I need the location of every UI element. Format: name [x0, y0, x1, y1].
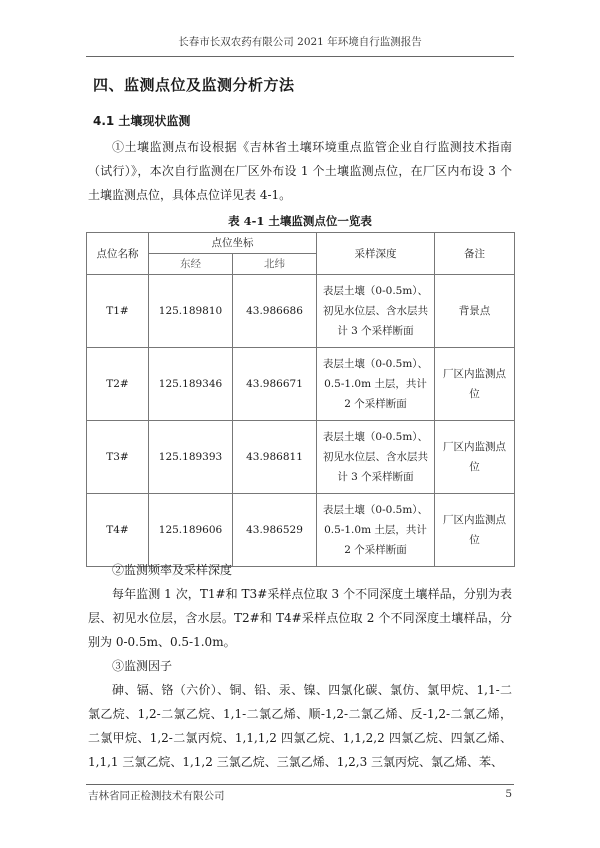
subsection-title: 4.1 土壤现状监测	[93, 114, 191, 128]
cell-longitude: 125.189606	[149, 494, 233, 567]
header-latitude: 北纬	[233, 254, 317, 275]
cell-point-name: T3#	[87, 421, 149, 494]
header-coordinates: 点位坐标	[149, 233, 317, 254]
section-title: 四、监测点位及监测分析方法	[93, 76, 295, 94]
cell-latitude: 43.986686	[233, 275, 317, 348]
header-longitude: 东经	[149, 254, 233, 275]
cell-longitude: 125.189346	[149, 348, 233, 421]
cell-depth: 表层土壤（0-0.5m）、初见水位层、含水层共计 3 个采样断面	[317, 421, 435, 494]
cell-note: 厂区内监测点位	[435, 421, 515, 494]
paragraph-frequency: 每年监测 1 次，T1#和 T3#采样点位取 3 个不同深度土壤样品，分别为表层、初见水位层，含水层。T2#和 T4#采样点位取 2 个不同深度土壤样品，分别为 0-0.5m、0.5-1.0m。	[88, 587, 512, 649]
cell-latitude: 43.986811	[233, 421, 317, 494]
table-row	[87, 275, 515, 348]
cell-note: 背景点	[435, 275, 515, 348]
paragraph-frequency-heading: ②监测频率及采样深度	[112, 563, 233, 577]
header-note: 备注	[435, 233, 515, 275]
cell-point-name: T2#	[87, 348, 149, 421]
cell-depth: 表层土壤（0-0.5m）、0.5-1.0m 土层，共计 2 个采样断面	[317, 348, 435, 421]
table-row	[87, 494, 515, 567]
cell-latitude: 43.986529	[233, 494, 317, 567]
header-point-name: 点位名称	[87, 233, 149, 275]
cell-note: 厂区内监测点位	[435, 348, 515, 421]
paragraph-layout: ①土壤监测点布设根据《吉林省土壤环境重点监管企业自行监测技术指南（试行）》，本次自行监测在厂区外布设 1 个土壤监测点位，在厂区内布设 3 个土壤监测点位，具体点位详见表 4-1。	[88, 140, 512, 202]
cell-longitude: 125.189393	[149, 421, 233, 494]
table-row	[87, 421, 515, 494]
header-sampling-depth: 采样深度	[317, 233, 435, 275]
cell-latitude: 43.986671	[233, 348, 317, 421]
footer-company: 吉林省同正检测技术有限公司	[88, 790, 225, 802]
monitoring-points-table	[86, 232, 515, 567]
table-row	[87, 348, 515, 421]
table-caption: 表 4-1 土壤监测点位一览表	[228, 214, 372, 228]
paragraph-factors: 砷、镉、铬（六价）、铜、铅、汞、镍、四氯化碳、氯仿、氯甲烷、1,1-二氯乙烷、1,2-二氯乙烷、1,1-二氯乙烯、顺-1,2-二氯乙烯、反-1,2-二氯乙烯，二氯甲烷、1,2-二氯丙烷、1,1,1,2 四氯乙烷、1,1,2,2 四氯乙烷、四氯乙烯、1,1,1 三氯乙烷、1,1,2 三氯乙烷、三氯乙烯、1,2,3 三氯丙烷、氯乙烯、苯、	[88, 683, 512, 769]
cell-longitude: 125.189810	[149, 275, 233, 348]
page-header: 长春市长双农药有限公司 2021 年环境自行监测报告	[178, 36, 422, 48]
cell-note: 厂区内监测点位	[435, 494, 515, 567]
cell-point-name: T4#	[87, 494, 149, 567]
footer-divider	[86, 784, 514, 785]
paragraph-factors-heading: ③监测因子	[112, 659, 173, 673]
cell-point-name: T1#	[87, 275, 149, 348]
header-divider	[86, 56, 514, 57]
page-number: 5	[505, 788, 512, 800]
cell-depth: 表层土壤（0-0.5m）、0.5-1.0m 土层，共计 2 个采样断面	[317, 494, 435, 567]
cell-depth: 表层土壤（0-0.5m）、初见水位层、含水层共计 3 个采样断面	[317, 275, 435, 348]
